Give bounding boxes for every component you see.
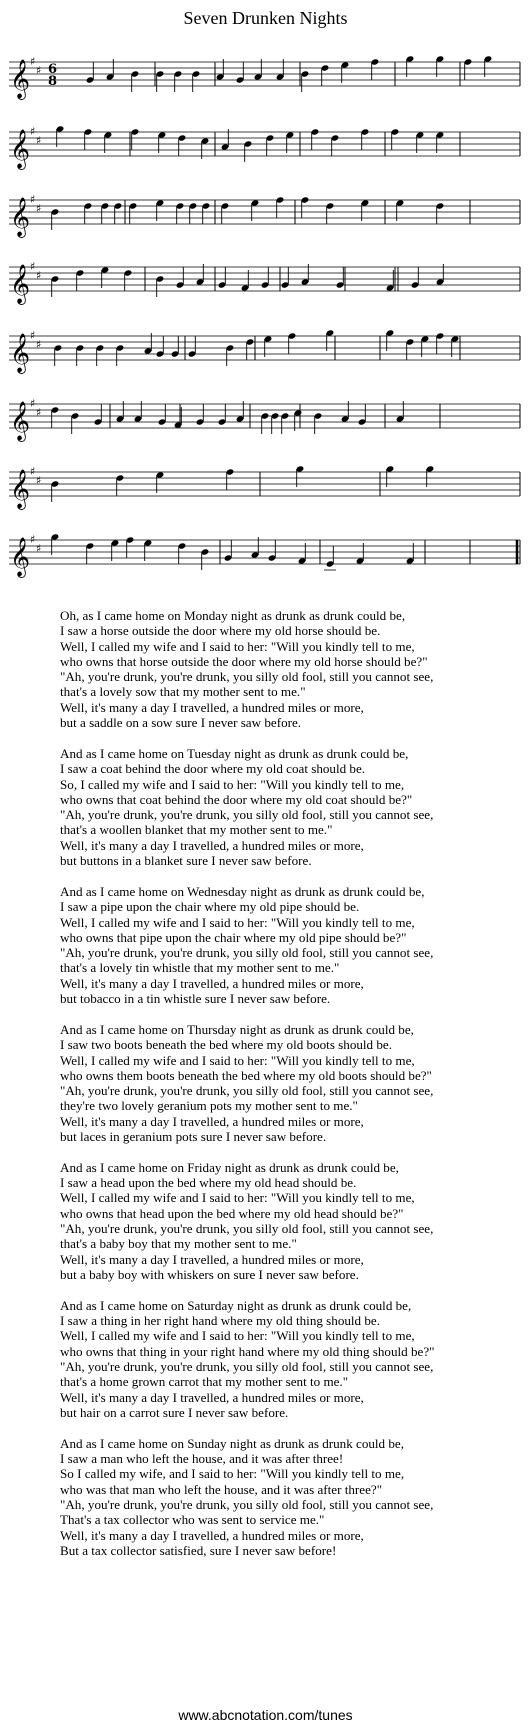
verse-line: Oh, as I came home on Monday night as drunk as drunk could be, xyxy=(60,608,406,623)
treble-clef-icon: 𝄞 xyxy=(10,401,31,441)
verse-line: that's a home grown carrot that my mother sent to me." xyxy=(60,1374,349,1390)
verse-line: but a saddle on a sow sure I never saw before. xyxy=(60,715,302,731)
verse-line: Well, it's many a day I travelled, a hundred miles or more, xyxy=(60,1251,364,1267)
sharp-icon: ♯ xyxy=(30,193,36,206)
verse-line: Well, it's many a day I travelled, a hundred miles or more, xyxy=(60,699,364,715)
sharp-icon: ♯ xyxy=(36,269,42,282)
sharp-icon: ♯ xyxy=(36,474,42,487)
time-signature-numerator: 6 xyxy=(48,62,58,77)
verse-line: that's a lovely tin whistle that my mother sent to me." xyxy=(60,960,340,976)
sharp-icon: ♯ xyxy=(30,125,36,138)
verse xyxy=(60,1160,530,1282)
treble-clef-icon: 𝄞 xyxy=(10,537,31,577)
staff-system xyxy=(9,132,520,156)
treble-clef-icon: 𝄞 xyxy=(10,264,31,304)
treble-clef-icon: 𝄞 xyxy=(10,469,31,509)
verse xyxy=(60,746,530,868)
verse-line: Well, it's many a day I travelled, a hundred miles or more, xyxy=(60,1527,364,1543)
treble-clef-icon: 𝄞 xyxy=(10,59,31,99)
verse-line: I saw a horse outside the door where my old horse should be. xyxy=(60,623,381,639)
verse-line: Well, I called my wife and I said to her: "Will you kindly tell to me, xyxy=(60,914,415,930)
staff-system xyxy=(9,62,520,86)
verse-line: who owns that horse outside the door where my old horse should be?" xyxy=(60,653,428,669)
sharp-icon: ♯ xyxy=(30,465,36,478)
time-signature-denominator: 8 xyxy=(48,74,58,89)
verse-line: And as I came home on Sunday night as drunk as drunk could be, xyxy=(60,1435,405,1451)
verse-line: but buttons in a blanket sure I never saw before. xyxy=(60,853,312,869)
staff-system xyxy=(9,200,520,224)
verse-line: that's a lovely sow that my mother sent to me." xyxy=(60,684,306,700)
verse-line: they're two lovely geranium pots my mother sent to me." xyxy=(60,1098,358,1114)
verse xyxy=(60,608,530,730)
verse-line: So I called my wife, and I said to her: "Will you kindly tell to me, xyxy=(60,1466,405,1482)
sharp-icon: ♯ xyxy=(30,260,36,273)
verse-line: And as I came home on Tuesday night as drunk as drunk could be, xyxy=(60,745,409,761)
verse-line: "Ah, you're drunk, you're drunk, you silly old fool, still you cannot see, xyxy=(60,669,434,685)
verse-line: that's a woollen blanket that my mother sent to me." xyxy=(60,822,333,838)
verse-line: I saw a head upon the bed where my old head should be. xyxy=(60,1175,357,1191)
verse-line: Well, it's many a day I travelled, a hundred miles or more, xyxy=(60,1113,364,1129)
verse-line: who was that man who left the house, and it was after three?" xyxy=(60,1481,383,1497)
sharp-icon: ♯ xyxy=(36,542,42,555)
verse-line: who owns that head upon the bed where my old head should be?" xyxy=(60,1205,404,1221)
verse-line: "Ah, you're drunk, you're drunk, you silly old fool, still you cannot see, xyxy=(60,1221,434,1237)
verse-line: Well, it's many a day I travelled, a hundred miles or more, xyxy=(60,1389,364,1405)
verse-line: And as I came home on Wednesday night as drunk as drunk could be, xyxy=(60,883,425,899)
verse xyxy=(60,1022,530,1144)
verse-line: who owns that thing in your right hand where my old thing should be?" xyxy=(60,1343,435,1359)
treble-clef-icon: 𝄞 xyxy=(10,129,31,169)
verse-line: I saw a coat behind the door where my old coat should be. xyxy=(60,761,366,777)
sharp-icon: ♯ xyxy=(36,406,42,419)
sharp-icon: ♯ xyxy=(30,329,36,342)
verse-line: I saw two boots beneath the bed where my old boots should be. xyxy=(60,1037,393,1053)
sheet-music-score xyxy=(0,48,531,598)
verse-line: but a baby boy with whiskers on sure I never saw before. xyxy=(60,1266,359,1282)
verse-line: who owns that coat behind the door where my old coat should be?" xyxy=(60,791,413,807)
tune-title: Seven Drunken Nights xyxy=(183,8,348,28)
verse-line: Well, I called my wife and I said to her: "Will you kindly tell to me, xyxy=(60,1190,415,1206)
sharp-icon: ♯ xyxy=(30,533,36,546)
verse-line: "Ah, you're drunk, you're drunk, you silly old fool, still you cannot see, xyxy=(60,945,434,961)
verse-line: But a tax collector satisfied, sure I never saw before! xyxy=(60,1542,337,1558)
sharp-icon: ♯ xyxy=(30,55,36,68)
verse xyxy=(60,1436,530,1558)
staff-system xyxy=(9,472,520,496)
treble-clef-icon: 𝄞 xyxy=(10,197,31,237)
verse-line: That's a tax collector who was sent to service me." xyxy=(60,1512,325,1528)
verse-line: Well, it's many a day I travelled, a hundred miles or more, xyxy=(60,975,364,991)
verse-line: And as I came home on Friday night as drunk as drunk could be, xyxy=(60,1159,399,1175)
sharp-icon: ♯ xyxy=(30,397,36,410)
sharp-icon: ♯ xyxy=(36,202,42,215)
verse-line: but tobacco in a tin whistle sure I never saw before. xyxy=(60,991,331,1007)
sharp-icon: ♯ xyxy=(36,338,42,351)
verse-line: Well, I called my wife and I said to her: "Will you kindly tell to me, xyxy=(60,638,415,654)
verse-line: So, I called my wife and I said to her: "Will you kindly tell to me, xyxy=(60,776,405,792)
verse-line: Well, I called my wife and I said to her: "Will you kindly tell to me, xyxy=(60,1052,415,1068)
verse-line: "Ah, you're drunk, you're drunk, you silly old fool, still you cannot see, xyxy=(60,807,434,823)
lyrics-block xyxy=(60,608,530,1574)
sharp-icon: ♯ xyxy=(36,64,42,77)
verse-line: And as I came home on Saturday night as drunk as drunk could be, xyxy=(60,1297,412,1313)
verse-line: I saw a pipe upon the chair where my old pipe should be. xyxy=(60,899,360,915)
verse-line: who owns them boots beneath the bed where my old boots should be?" xyxy=(60,1067,432,1083)
verse-line: I saw a man who left the house, and it was after three! xyxy=(60,1451,344,1467)
verse-line: Well, it's many a day I travelled, a hundred miles or more, xyxy=(60,837,364,853)
verse-line: who owns that pipe upon the chair where my old pipe should be?" xyxy=(60,929,407,945)
verse xyxy=(60,884,530,1006)
verse-line: "Ah, you're drunk, you're drunk, you silly old fool, still you cannot see, xyxy=(60,1497,434,1512)
verse-line: that's a baby boy that my mother sent to me." xyxy=(60,1236,297,1252)
verse-line: "Ah, you're drunk, you're drunk, you silly old fool, still you cannot see, xyxy=(60,1083,434,1099)
verse-line: Well, I called my wife and I said to her: "Will you kindly tell to me, xyxy=(60,1328,415,1344)
verse-line: I saw a thing in her right hand where my old thing should be. xyxy=(60,1313,381,1329)
staff-system xyxy=(9,540,520,564)
treble-clef-icon: 𝄞 xyxy=(10,333,31,373)
source-url[interactable]: www.abcnotation.com/tunes xyxy=(178,1707,353,1723)
verse xyxy=(60,1298,530,1420)
sharp-icon: ♯ xyxy=(36,134,42,147)
verse-line: "Ah, you're drunk, you're drunk, you silly old fool, still you cannot see, xyxy=(60,1359,434,1375)
verse-line: but laces in geranium pots sure I never saw before. xyxy=(60,1128,327,1144)
verse-line: but hair on a carrot sure I never saw before. xyxy=(60,1404,289,1420)
verse-line: And as I came home on Thursday night as drunk as drunk could be, xyxy=(60,1021,414,1037)
